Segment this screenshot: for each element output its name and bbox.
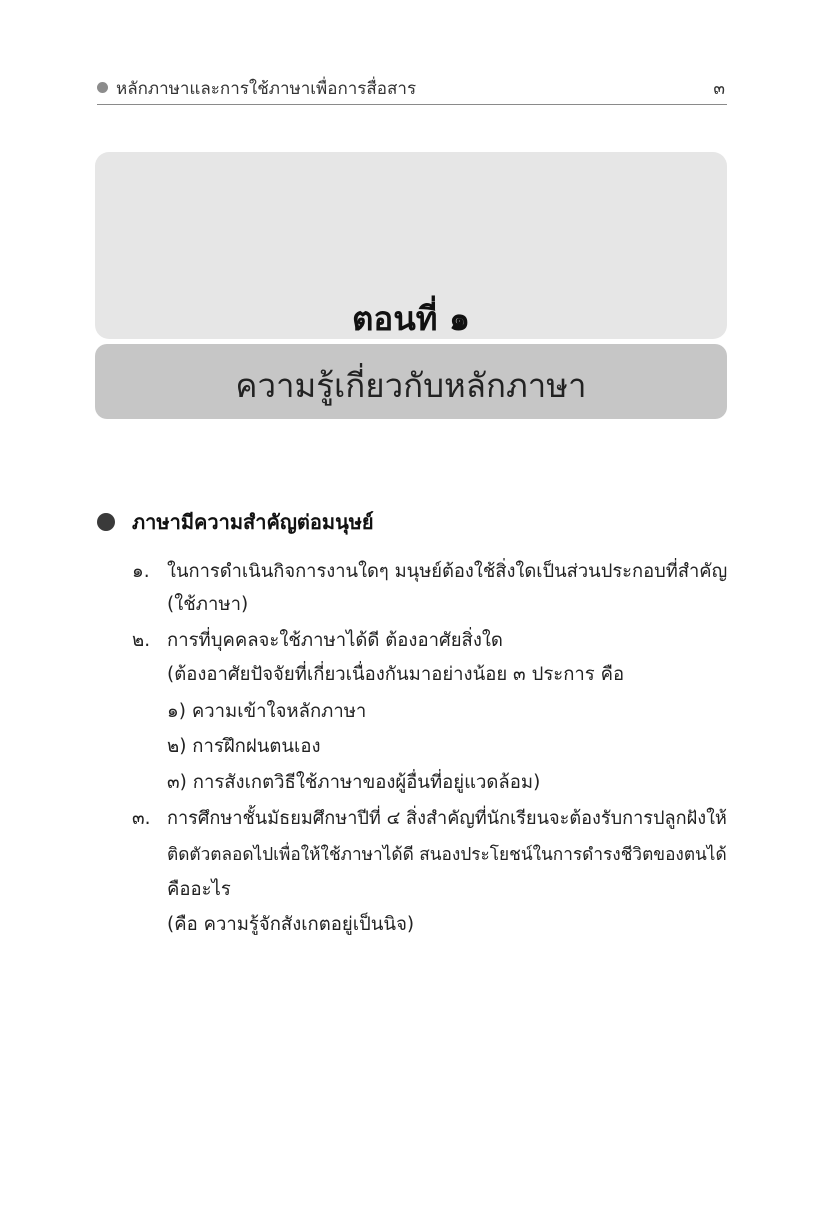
item-number: ๑.: [132, 561, 150, 582]
part-title: ตอนที่ ๑: [352, 299, 470, 338]
section-heading: ภาษามีความสำคัญต่อมนุษย์: [132, 510, 374, 534]
item-question: การที่บุคคลจะใช้ภาษาได้ดี ต้องอาศัยสิ่งใด: [167, 630, 503, 651]
running-header-title: หลักภาษาและการใช้ภาษาเพื่อการสื่อสาร: [116, 79, 417, 99]
item-number: ๒.: [132, 630, 151, 651]
running-header: [97, 74, 727, 105]
item-answer-subpoint: ๒) การฝึกฝนตนเอง: [167, 736, 321, 757]
item-answer: (ต้องอาศัยปัจจัยที่เกี่ยวเนื่องกันมาอย่างน้อย ๓ ประการ คือ: [167, 664, 625, 685]
header-bullet-icon: [97, 82, 108, 93]
item-answer: (ใช้ภาษา): [167, 594, 249, 615]
item-answer-subpoint: ๑) ความเข้าใจหลักภาษา: [167, 701, 367, 722]
part-subtitle-panel: [95, 344, 727, 419]
item-answer: (คือ ความรู้จักสังเกตอยู่เป็นนิจ): [167, 914, 415, 935]
item-question: คืออะไร: [167, 879, 231, 900]
part-subtitle: ความรู้เกี่ยวกับหลักภาษา: [235, 366, 587, 405]
item-answer-subpoint: ๓) การสังเกตวิธีใช้ภาษาของผู้อื่นที่อยู่แวดล้อม): [167, 772, 541, 793]
page-number: ๓: [713, 79, 725, 99]
item-number: ๓.: [132, 808, 151, 829]
part-title-panel: [95, 152, 727, 339]
item-question: การศึกษาชั้นมัธยมศึกษาปีที่ ๔ สิ่งสำคัญที่นักเรียนจะต้องรับการปลูกฝังให้: [167, 808, 727, 829]
item-question: ติดตัวตลอดไปเพื่อให้ใช้ภาษาได้ดี สนองประโยชน์ในการดำรงชีวิตของตนได้: [167, 845, 727, 865]
section-bullet-icon: [97, 513, 115, 531]
item-question: ในการดำเนินกิจการงานใดๆ มนุษย์ต้องใช้สิ่งใดเป็นส่วนประกอบที่สำคัญ: [167, 561, 728, 582]
